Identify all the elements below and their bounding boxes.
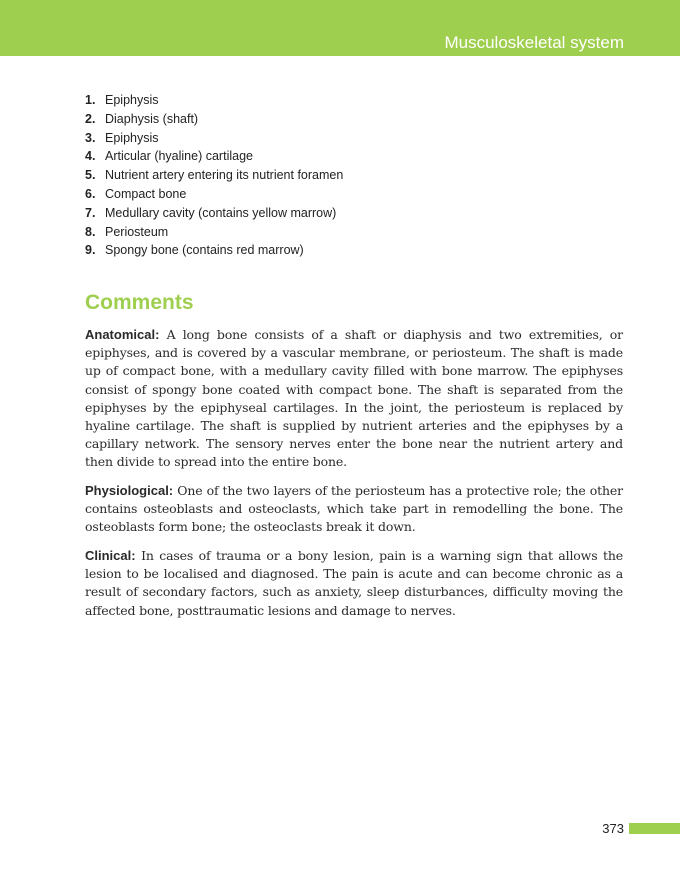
paragraph-text: In cases of trauma or a bony lesion, pain is a warning sign that allows the lesion to be localised and diagnosed. The pain is acute and can become chronic as a result of secondary factors, such as anxiety, sleep disturbances, difficulty moving the affected bone, posttraumatic lesions and damage to nerves. bbox=[85, 548, 623, 618]
clinical-paragraph bbox=[85, 547, 623, 620]
item-text: Spongy bone (contains red marrow) bbox=[105, 243, 304, 258]
comments-heading: Comments bbox=[85, 291, 194, 314]
item-text: Compact bone bbox=[105, 186, 187, 201]
list-item bbox=[85, 166, 343, 185]
list-item bbox=[85, 91, 343, 110]
footer-tab bbox=[629, 823, 680, 834]
item-text: Articular (hyaline) cartilage bbox=[105, 149, 253, 164]
paragraph-text: A long bone consists of a shaft or diaphysis and two extremities, or epiphyses, and is covered by a vascular membrane, or periosteum. The shaft is made up of compact bone, with a medullary cavity filled with bone marrow. The epiphyses consist of spongy bone coated with compact bone. The shaft is separated from the epiphyses by the epiphyseal cartilages. In the joint, the periosteum is replaced by hyaline cartilage. The shaft is supplied by nutrient arteries and the epiphyses by a capillary network. The sensory nerves enter the bone near the nutrient artery and then divide to spread into the entire bone. bbox=[85, 327, 623, 470]
item-number: 8. bbox=[85, 224, 96, 239]
list-item bbox=[85, 204, 343, 223]
item-number: 3. bbox=[85, 130, 96, 145]
item-number: 7. bbox=[85, 205, 96, 220]
anatomical-paragraph bbox=[85, 326, 623, 472]
item-number: 2. bbox=[85, 111, 96, 126]
item-number: 6. bbox=[85, 186, 96, 201]
physiological-paragraph bbox=[85, 482, 623, 537]
list-item bbox=[85, 185, 343, 204]
list-item bbox=[85, 223, 343, 242]
item-number: 1. bbox=[85, 93, 96, 107]
section-title: Musculoskeletal system bbox=[444, 33, 624, 52]
item-text: Diaphysis (shaft) bbox=[105, 111, 199, 126]
list-item bbox=[85, 147, 343, 166]
item-text: Nutrient artery entering its nutrient foramen bbox=[105, 168, 344, 183]
item-text: Medullary cavity (contains yellow marrow) bbox=[105, 205, 337, 220]
paragraph-text: One of the two layers of the periosteum has a protective role; the other contains osteoblasts and osteoclasts, which take part in remodelling the bone. The osteoblasts form bone; the osteoclasts break it down. bbox=[85, 483, 623, 535]
item-text: Epiphysis bbox=[105, 93, 159, 107]
item-number: 9. bbox=[85, 243, 96, 258]
page-number: 373 bbox=[602, 821, 624, 836]
item-text: Periosteum bbox=[105, 224, 169, 239]
paragraph-label: Clinical: bbox=[85, 548, 136, 563]
list-item bbox=[85, 241, 343, 260]
item-text: Epiphysis bbox=[105, 130, 159, 145]
item-number: 4. bbox=[85, 149, 96, 164]
header-band bbox=[0, 0, 680, 56]
paragraph-label: Physiological: bbox=[85, 483, 174, 498]
list-item bbox=[85, 110, 343, 129]
list-item bbox=[85, 129, 343, 148]
paragraph-label: Anatomical: bbox=[85, 327, 160, 342]
item-number: 5. bbox=[85, 168, 96, 183]
figure-legend-list bbox=[85, 91, 343, 260]
